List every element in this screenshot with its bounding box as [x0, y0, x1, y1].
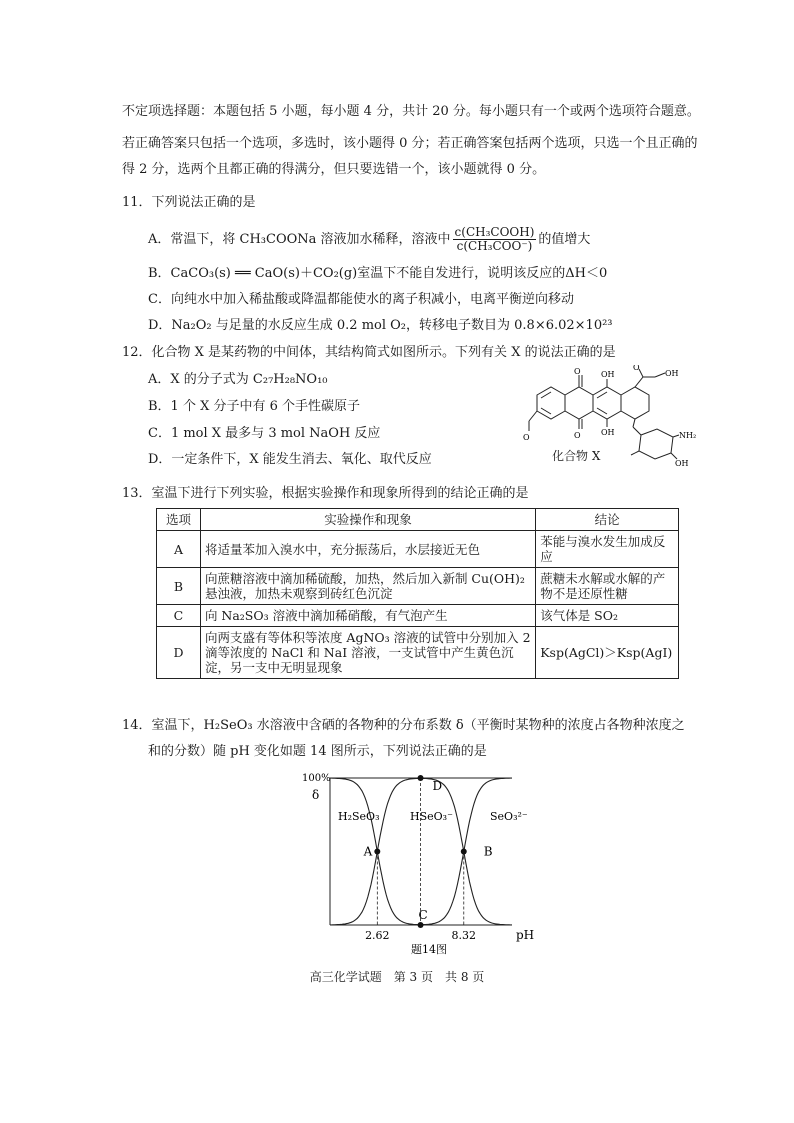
chart-caption: 题14图	[411, 943, 447, 956]
page-footer: 高三化学试题 第 3 页 共 8 页	[309, 970, 485, 984]
x-tick-2-62: 2.62	[365, 929, 390, 942]
point-d-label: D	[432, 779, 443, 793]
q12-option-c: C．1 mol X 最多与 3 mol NaOH 反应	[148, 426, 381, 441]
row-d-conclusion: Ksp(AgCl)＞Ksp(AgI)	[536, 627, 679, 679]
point-b-marker	[461, 849, 467, 855]
q11-a-fraction	[453, 226, 537, 253]
intro-line-2: 若正确答案只包括一个选项，多选时，该小题得 0 分；若正确答案包括两个选项，只选一个且正确的	[122, 136, 698, 151]
q11-a-numerator: c(CH₃COOH)	[454, 225, 535, 239]
table-header-row	[157, 509, 679, 531]
side-o-label: O	[633, 365, 640, 372]
sugar-oh-label: OH	[675, 459, 689, 468]
header-option: 选项	[157, 509, 201, 531]
intro-line-3: 得 2 分，选两个且都正确的得满分，但只要选错一个，该小题就得 0 分。	[122, 162, 546, 177]
y-axis-label: δ	[312, 788, 320, 802]
row-b-conclusion: 蔗糖未水解或水解的产物不是还原性糖	[536, 568, 679, 605]
q11-a-pre: A．常温下，将 CH₃COONa 溶液加水稀释，溶液中	[148, 232, 451, 247]
row-c-operation: 向 Na₂SO₃ 溶液中滴加稀硝酸，有气泡产生	[200, 605, 535, 627]
header-conclusion: 结论	[536, 509, 679, 531]
row-a-operation: 将适量苯加入溴水中，充分振荡后，水层接近无色	[200, 531, 535, 568]
q12-option-a: A．X 的分子式为 C₂₇H₂₈NO₁₀	[148, 372, 328, 387]
methoxy-o-label: O	[523, 433, 530, 442]
q13-table	[156, 508, 679, 679]
header-operation: 实验操作和现象	[200, 509, 535, 531]
q12-option-d: D．一定条件下，X 能发生消去、氧化、取代反应	[148, 452, 432, 467]
q14-line-2: 和的分数）随 pH 变化如题 14 图所示，下列说法正确的是	[148, 744, 487, 759]
q13-stem: 13．室温下进行下列实验，根据实验操作和现象所得到的结论正确的是	[122, 486, 529, 501]
table-row	[157, 627, 679, 679]
legend-seo3: SeO₃²⁻	[490, 810, 528, 823]
q12-option-b: B．1 个 X 分子中有 6 个手性碳原子	[148, 399, 361, 414]
oh-top-label: OH	[601, 370, 615, 379]
ketone-o-bottom: O	[574, 431, 581, 440]
table-row	[157, 531, 679, 568]
point-a-label: A	[363, 844, 373, 859]
legend-hseo3: HSeO₃⁻	[410, 810, 453, 823]
row-a-option: A	[157, 531, 201, 568]
q11-a-denominator: c(CH₃COO⁻)	[456, 239, 533, 253]
distribution-chart	[300, 768, 550, 958]
q11-a-post: 的值增大	[538, 232, 591, 247]
row-d-option: D	[157, 627, 201, 679]
legend-h2seo3: H₂SeO₃	[338, 810, 380, 823]
row-b-option: B	[157, 568, 201, 605]
oh-bottom-label: OH	[601, 428, 615, 437]
row-c-conclusion: 该气体是 SO₂	[536, 605, 679, 627]
q11-option-d: D．Na₂O₂ 与足量的水反应生成 0.2 mol O₂，转移电子数目为 0.8×6.02×10²³	[148, 318, 613, 333]
q14-line-1: 14．室温下，H₂SeO₃ 水溶液中含硒的各物种的分布系数 δ（平衡时某物种的浓度占各物种浓度之	[122, 718, 685, 733]
point-c-marker	[418, 922, 424, 928]
table-row	[157, 568, 679, 605]
q11-stem: 11．下列说法正确的是	[122, 195, 256, 210]
q12-stem: 12．化合物 X 是某药物的中间体，其结构简式如图所示。下列有关 X 的说法正确的是	[122, 345, 616, 360]
table-row	[157, 605, 679, 627]
row-b-operation: 向蔗糖溶液中滴加稀硫酸，加热，然后加入新制 Cu(OH)₂悬浊液，加热未观察到砖红色沉淀	[200, 568, 535, 605]
point-d-marker	[418, 775, 424, 781]
q11-option-a	[148, 226, 590, 253]
y-top-label: 100%	[302, 773, 331, 784]
q11-option-b: B．CaCO₃(s) ══ CaO(s)＋CO₂(g)室温下不能自发进行，说明该反应的ΔH＜0	[148, 266, 608, 281]
point-c-label: C	[418, 908, 428, 922]
compound-x-caption: 化合物 X	[552, 449, 601, 463]
side-oh-label: OH	[665, 369, 679, 378]
ketone-o-top: O	[574, 367, 581, 376]
q11-option-c: C．向纯水中加入稀盐酸或降温都能使水的离子积减小，电离平衡逆向移动	[148, 292, 574, 307]
x-axis-label: pH	[516, 928, 535, 942]
row-a-conclusion: 苯能与溴水发生加成反应	[536, 531, 679, 568]
row-d-operation: 向两支盛有等体积等浓度 AgNO₃ 溶液的试管中分别加入 2 滴等浓度的 NaCl 和 NaI 溶液，一支试管中产生黄色沉淀，另一支中无明显现象	[200, 627, 535, 679]
point-b-label: B	[483, 844, 493, 859]
row-c-option: C	[157, 605, 201, 627]
x-tick-8-32: 8.32	[451, 929, 477, 942]
compound-x-structure	[515, 365, 705, 475]
intro-line-1: 不定项选择题：本题包括 5 小题，每小题 4 分，共计 20 分。每小题只有一个或两个选项符合题意。	[122, 104, 700, 119]
point-a-marker	[374, 849, 380, 855]
nh2-label: NH₂	[679, 431, 697, 440]
